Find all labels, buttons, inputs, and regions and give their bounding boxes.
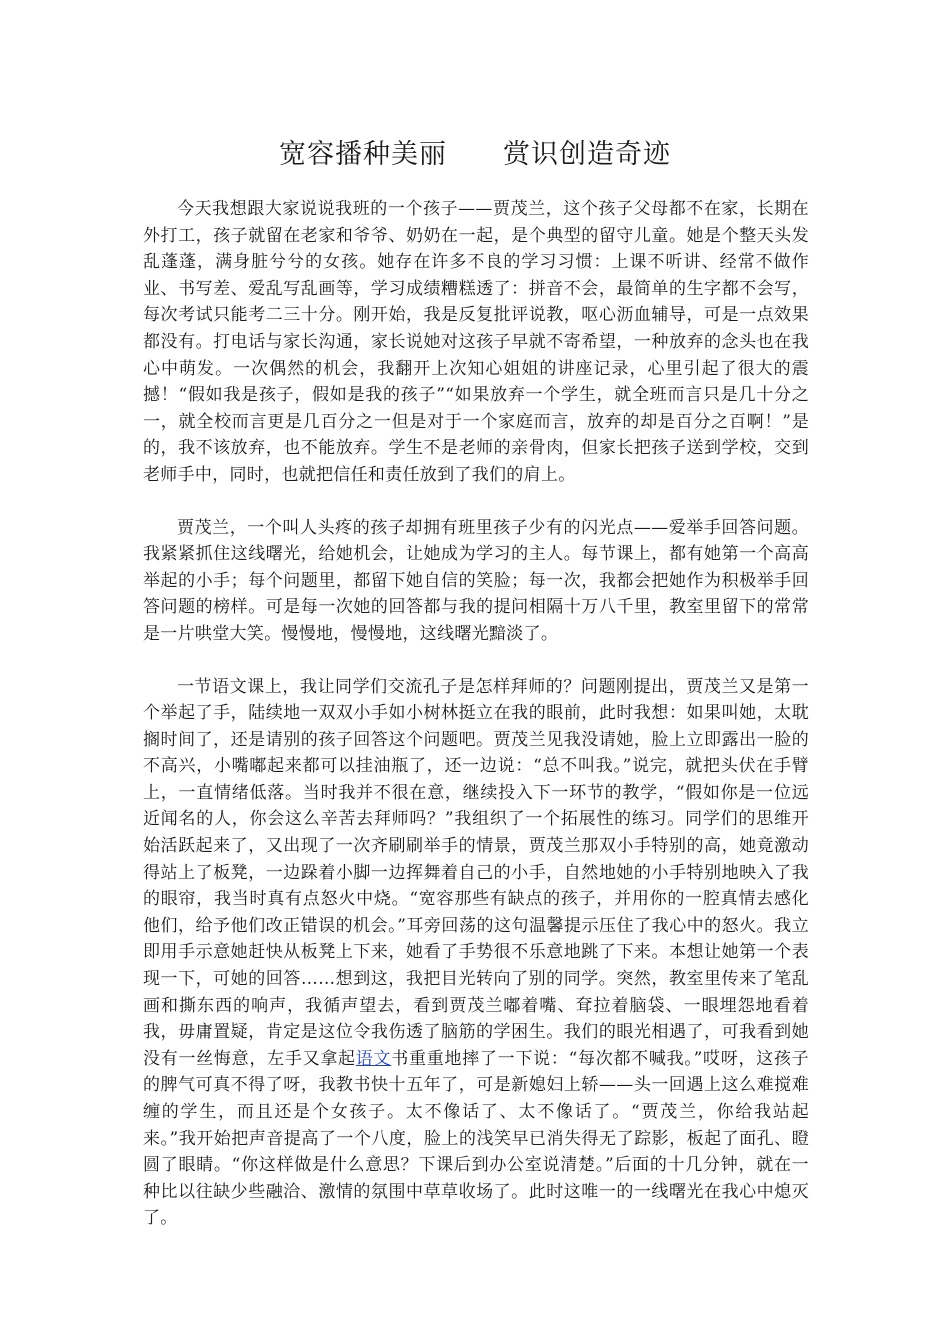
- paragraph-3-text-after-link: 书重重地摔了一下说：“每次都不喊我。”哎呀，这孩子的脾气可真不得了呀，我教书快十五年了，可是新媳妇上轿——头一回遇上这么难搅难缠的学生，而且还是个女孩子。太不像话了、太不像话了。“贾茂兰，你给我站起来。”我开始把声音提高了一个八度，脸上的浅笑早已消失得无了踪影，板起了面孔、瞪圆了眼睛。“你这样做是什么意思？下课后到办公室说清楚。”后面的十几分钟，就在一种比以往缺少些融洽、激情的氛围中草草收场了。此时这唯一的一线曙光在我心中熄灭了。: [143, 1048, 809, 1229]
- paragraph-3: [143, 674, 809, 1232]
- paragraph-1: 今天我想跟大家说说我班的一个孩子——贾茂兰，这个孩子父母都不在家，长期在外打工，孩子就留在老家和爷爷、奶奶在一起，是个典型的留守儿童。她是个整天头发乱蓬蓬，满身脏兮兮的女孩。她存在许多不良的学习习惯：上课不听讲、经常不做作业、书写差、爱乱写乱画等，学习成绩糟糕透了：拼音不会，最简单的生字都不会写，每次考试只能考二三十分。刚开始，我是反复批评说教，呕心沥血辅导，可是一点效果都没有。打电话与家长沟通，家长说她对这孩子早就不寄希望，一种放弃的念头也在我心中萌发。一次偶然的机会，我翻开上次知心姐姐的讲座记录，心里引起了很大的震撼！“假如我是孩子，假如是我的孩子”“如果放弃一个学生，就全班而言只是几十分之一，就全校而言更是几百分之一但是对于一个家庭而言，放弃的却是百分之百啊！”是的，我不该放弃，也不能放弃。学生不是老师的亲骨肉，但家长把孩子送到学校，交到老师手中，同时，也就把信任和责任放到了我们的肩上。: [143, 199, 809, 485]
- paragraph-3-text-before-link: 一节语文课上，我让同学们交流孔子是怎样拜师的？问题刚提出，贾茂兰又是第一个举起了手，陆续地一双双小手如小树林挺立在我的眼前，此时我想：如果叫她，太耽搁时间了，还是请别的孩子回答这个问题吧。贾茂兰见我没请她，脸上立即露出一脸的不高兴，小嘴嘟起来都可以挂油瓶了，还一边说：“总不叫我。”说完，就把头伏在手臂上，一直情绪低落。当时我并不很在意，继续投入下一环节的教学，“假如你是一位远近闻名的人，你会这么辛苦去拜师吗？”我组织了一个拓展性的练习。同学们的思维开始活跃起来了，又出现了一次齐刷刷举手的情景，贾茂兰那双小手特别的高，她竟激动得站上了板凳，一边跺着小脚一边挥舞着自己的小手，自然地她的小手特别地映入了我的眼帘，我当时真有点怒火中烧。“宽容那些有缺点的孩子，并用你的一腔真情去感化他们，给予他们改正错误的机会。”耳旁回荡的这句温馨提示压住了我心中的怒火。我立即用手示意她赶快从板凳上下来，她看了手势很不乐意地跳了下来。本想让她第一个表现一下，可她的回答……想到这，我把目光转向了别的同学。突然，教室里传来了笔乱画和撕东西的响声，我循声望去，看到贾茂兰嘟着嘴、耷拉着脑袋、一眼埋怨地看着我，毋庸置疑，肯定是这位令我伤透了脑筋的学困生。我们的眼光相遇了，可我看到她没有一丝悔意，左手又拿起: [143, 676, 809, 1069]
- paragraph-2: 贾茂兰，一个叫人头疼的孩子却拥有班里孩子少有的闪光点——爱举手回答问题。我紧紧抓住这线曙光，给她机会，让她成为学习的主人。每节课上，都有她第一个高高举起的小手；每个问题里，都留下她自信的笑脸；每一次，我都会把她作为积极举手回答问题的榜样。可是每一次她的回答都与我的提问相隔十万八千里，教室里留下的常常是一片哄堂大笑。慢慢地，慢慢地，这线曙光黯淡了。: [143, 517, 809, 644]
- page-title: 宽容播种美丽 赏识创造奇迹: [279, 139, 671, 170]
- chinese-subject-link[interactable]: 语文: [355, 1048, 392, 1069]
- document-body: [143, 196, 809, 1258]
